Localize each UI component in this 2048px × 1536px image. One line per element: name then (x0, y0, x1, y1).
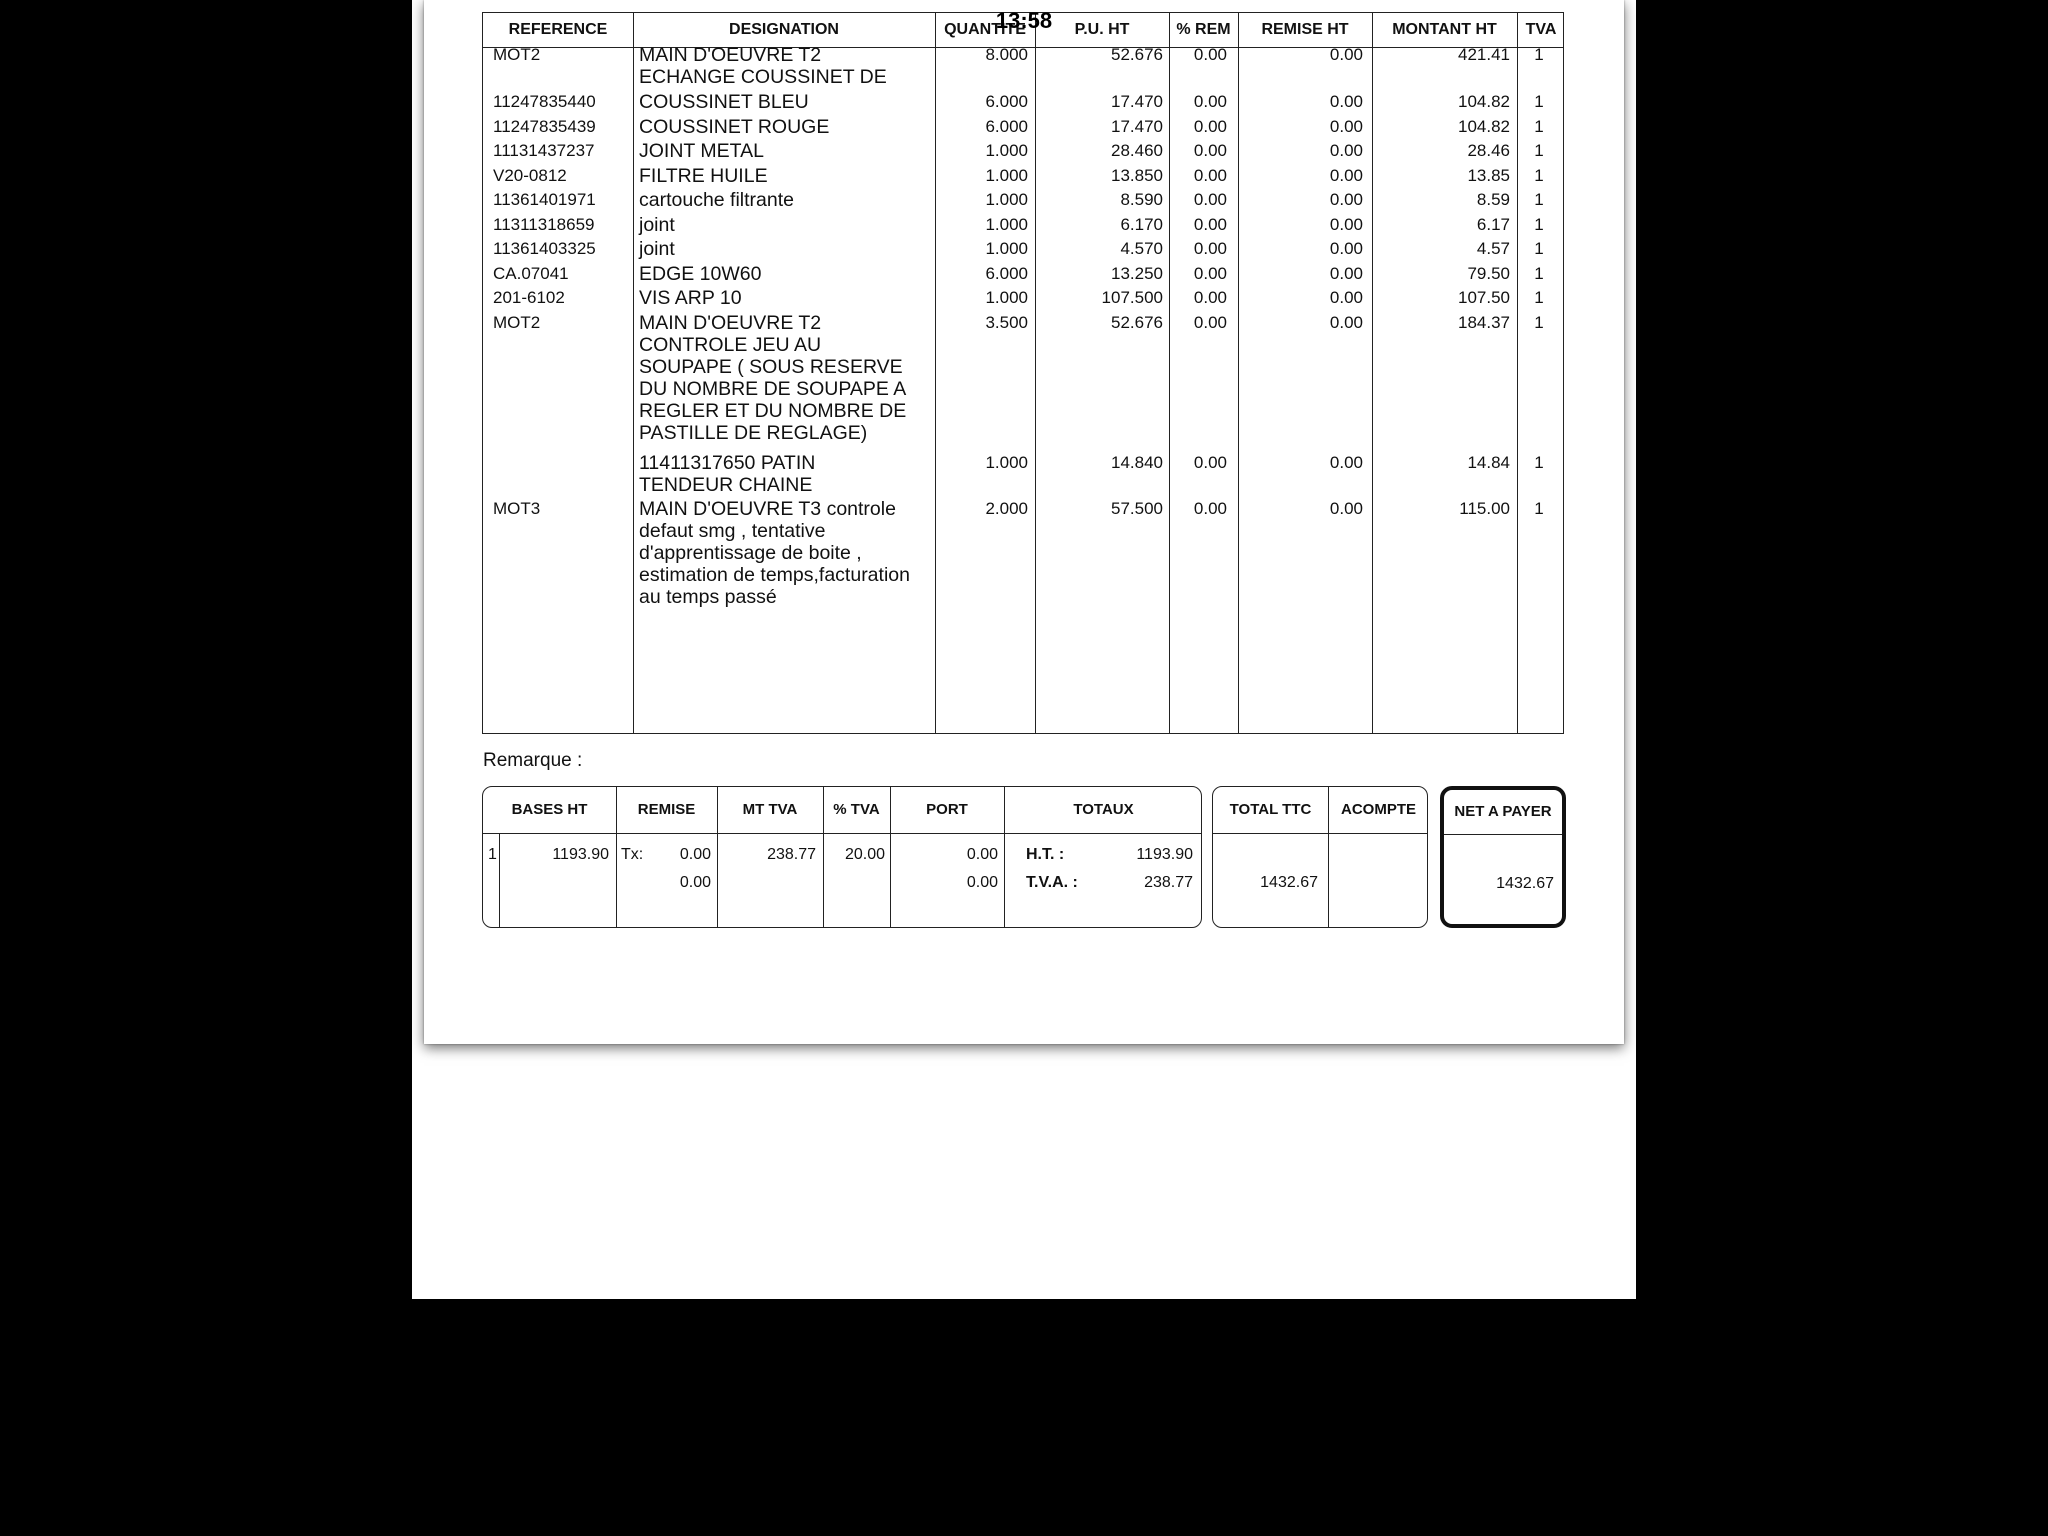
row-tva: 1 (1534, 141, 1544, 160)
ht-total-value: 1193.90 (1136, 846, 1193, 863)
code-divider (499, 833, 500, 927)
row-remise-ht: 0.00 (1329, 288, 1363, 307)
row-tva: 1 (1534, 45, 1544, 64)
row-montant-ht: 104.82 (1458, 92, 1510, 111)
row-pu-ht: 57.500 (1111, 499, 1163, 518)
row-pu-ht: 28.460 (1111, 141, 1163, 160)
header-acompte: ACOMPTE (1341, 801, 1416, 818)
net-header-divider (1444, 834, 1562, 835)
row-quantite: 1.000 (985, 288, 1028, 307)
row-reference: 201-6102 (493, 288, 565, 307)
net-a-payer-value: 1432.67 (1496, 875, 1554, 892)
remarque-label: Remarque : (483, 750, 583, 771)
remise-value-2: 0.00 (679, 874, 711, 891)
row-designation: EDGE 10W60 (639, 263, 762, 285)
row-quantite: 6.000 (985, 117, 1028, 136)
row-reference: CA.07041 (493, 264, 569, 283)
row-tva: 1 (1534, 499, 1544, 518)
row-designation: MAIN D'OEUVRE T2 CONTROLE JEU AU SOUPAPE ( SOUS RESERVE DU NOMBRE DE SOUPAPE A REGLER ET DU NOMBRE DE PASTILLE DE REGLAGE) (639, 312, 907, 444)
row-remise-ht: 0.00 (1329, 499, 1363, 518)
row-quantite: 8.000 (985, 45, 1028, 64)
row-pct-rem: 0.00 (1193, 453, 1227, 472)
items-table (482, 12, 1564, 734)
row-pct-rem: 0.00 (1193, 45, 1227, 64)
row-montant-ht: 107.50 (1458, 288, 1510, 307)
row-montant-ht: 421.41 (1458, 45, 1510, 64)
row-designation: JOINT METAL (639, 140, 764, 162)
row-remise-ht: 0.00 (1329, 264, 1363, 283)
row-remise-ht: 0.00 (1329, 166, 1363, 185)
header-port: PORT (926, 801, 968, 818)
header-pct-rem: % REM (1176, 21, 1231, 38)
row-reference: 11247835440 (493, 92, 596, 111)
row-montant-ht: 79.50 (1467, 264, 1510, 283)
row-montant-ht: 104.82 (1458, 117, 1510, 136)
row-quantite: 1.000 (985, 453, 1028, 472)
row-reference: 11361403325 (493, 239, 596, 258)
row-quantite: 1.000 (985, 215, 1028, 234)
row-reference: 11361401971 (493, 190, 596, 209)
row-quantite: 6.000 (985, 92, 1028, 111)
row-pu-ht: 17.470 (1111, 117, 1163, 136)
row-pct-rem: 0.00 (1193, 313, 1227, 332)
row-tva: 1 (1534, 313, 1544, 332)
totals-header-divider (483, 833, 1201, 834)
header-total-ttc: TOTAL TTC (1229, 801, 1312, 818)
row-montant-ht: 4.57 (1476, 239, 1510, 258)
header-remise-ht: REMISE HT (1261, 21, 1349, 38)
row-montant-ht: 8.59 (1476, 190, 1510, 209)
row-remise-ht: 0.00 (1329, 215, 1363, 234)
row-tva: 1 (1534, 453, 1544, 472)
row-remise-ht: 0.00 (1329, 92, 1363, 111)
row-montant-ht: 184.37 (1458, 313, 1510, 332)
row-pu-ht: 13.250 (1111, 264, 1163, 283)
ttc-header-divider (1213, 833, 1427, 834)
row-remise-ht: 0.00 (1329, 313, 1363, 332)
row-quantite: 3.500 (985, 313, 1028, 332)
row-reference: 11247835439 (493, 117, 596, 136)
header-quantite: QUANTITE (944, 21, 1026, 38)
row-designation: cartouche filtrante (639, 189, 795, 211)
header-pct-tva: % TVA (833, 801, 880, 818)
row-reference: V20-0812 (493, 166, 567, 185)
row-designation: VIS ARP 10 (639, 287, 742, 309)
row-pu-ht: 14.840 (1111, 453, 1163, 472)
row-montant-ht: 115.00 (1459, 499, 1510, 518)
row-reference: 11311318659 (493, 215, 595, 234)
row-designation: FILTRE HUILE (639, 165, 768, 187)
row-pu-ht: 52.676 (1111, 45, 1163, 64)
row-pct-rem: 0.00 (1193, 264, 1227, 283)
net-a-payer-box (1440, 786, 1566, 928)
status-bar-time: 13:58 (995, 8, 1053, 33)
row-remise-ht: 0.00 (1329, 141, 1363, 160)
row-quantite: 1.000 (985, 166, 1028, 185)
pct-tva-value: 20.00 (844, 846, 885, 863)
row-designation: COUSSINET ROUGE (639, 116, 830, 138)
row-tva: 1 (1534, 239, 1544, 258)
tva-label: T.V.A. : (1026, 874, 1078, 891)
row-pu-ht: 13.850 (1111, 166, 1163, 185)
row-pu-ht: 107.500 (1101, 288, 1163, 307)
row-quantite: 1.000 (985, 239, 1028, 258)
row-pct-rem: 0.00 (1193, 499, 1227, 518)
row-pct-rem: 0.00 (1193, 92, 1227, 111)
mt-tva-value: 238.77 (767, 846, 816, 863)
row-pct-rem: 0.00 (1193, 117, 1227, 136)
header-net-a-payer: NET A PAYER (1454, 803, 1552, 820)
row-designation: MAIN D'OEUVRE T2 ECHANGE COUSSINET DE (639, 44, 887, 88)
row-reference: 11131437237 (493, 141, 595, 160)
row-montant-ht: 28.46 (1467, 141, 1510, 160)
header-designation: DESIGNATION (729, 21, 839, 38)
row-pu-ht: 4.570 (1120, 239, 1163, 258)
row-remise-ht: 0.00 (1329, 453, 1363, 472)
row-designation: joint (639, 214, 675, 236)
bases-ht-value: 1193.90 (552, 846, 609, 863)
row-tva: 1 (1534, 117, 1544, 136)
tva-code: 1 (488, 846, 497, 863)
row-pu-ht: 52.676 (1111, 313, 1163, 332)
row-reference: MOT2 (493, 45, 541, 64)
header-montant-ht: MONTANT HT (1392, 21, 1497, 38)
header-remise: REMISE (637, 801, 696, 818)
row-pct-rem: 0.00 (1193, 239, 1227, 258)
header-mt-tva: MT TVA (742, 801, 798, 818)
ht-label: H.T. : (1026, 846, 1065, 863)
row-pu-ht: 17.470 (1111, 92, 1163, 111)
row-remise-ht: 0.00 (1329, 117, 1363, 136)
total-ttc-value: 1432.67 (1260, 874, 1318, 891)
row-remise-ht: 0.00 (1329, 190, 1363, 209)
row-quantite: 6.000 (985, 264, 1028, 283)
row-tva: 1 (1534, 166, 1544, 185)
row-montant-ht: 14.84 (1467, 453, 1510, 472)
remise-value-1: 0.00 (679, 846, 711, 863)
row-designation: joint (639, 238, 675, 260)
row-tva: 1 (1534, 288, 1544, 307)
row-pct-rem: 0.00 (1193, 215, 1227, 234)
row-pct-rem: 0.00 (1193, 190, 1227, 209)
row-tva: 1 (1534, 264, 1544, 283)
row-montant-ht: 13.85 (1467, 166, 1510, 185)
header-totaux: TOTAUX (1073, 801, 1134, 818)
header-bases-ht: BASES HT (511, 801, 588, 818)
row-quantite: 2.000 (985, 499, 1028, 518)
row-reference: MOT2 (493, 313, 541, 332)
row-reference: MOT3 (493, 499, 541, 518)
tx-label: Tx: (621, 846, 644, 863)
row-tva: 1 (1534, 190, 1544, 209)
header-tva: TVA (1525, 21, 1557, 38)
row-remise-ht: 0.00 (1329, 239, 1363, 258)
row-designation: MAIN D'OEUVRE T3 controle defaut smg , tentative d'apprentissage de boite , estimation de temps,facturation au temps passé (639, 498, 910, 608)
header-pu-ht: P.U. HT (1074, 21, 1130, 38)
header-reference: REFERENCE (508, 21, 608, 38)
tva-total-value: 238.77 (1144, 874, 1193, 891)
row-pct-rem: 0.00 (1193, 141, 1227, 160)
row-pu-ht: 8.590 (1120, 190, 1163, 209)
row-pct-rem: 0.00 (1193, 166, 1227, 185)
row-designation: COUSSINET BLEU (639, 91, 809, 113)
row-montant-ht: 6.17 (1476, 215, 1510, 234)
ttc-box (1212, 786, 1428, 928)
port-value-1: 0.00 (966, 846, 998, 863)
totals-box (482, 786, 1202, 928)
row-remise-ht: 0.00 (1329, 45, 1363, 64)
port-value-2: 0.00 (966, 874, 998, 891)
row-tva: 1 (1534, 92, 1544, 111)
row-quantite: 1.000 (985, 141, 1028, 160)
row-quantite: 1.000 (985, 190, 1028, 209)
row-designation: 11411317650 PATIN TENDEUR CHAINE (639, 452, 816, 496)
row-pct-rem: 0.00 (1193, 288, 1227, 307)
column-divider (633, 13, 634, 733)
row-tva: 1 (1534, 215, 1544, 234)
row-pu-ht: 6.170 (1120, 215, 1163, 234)
